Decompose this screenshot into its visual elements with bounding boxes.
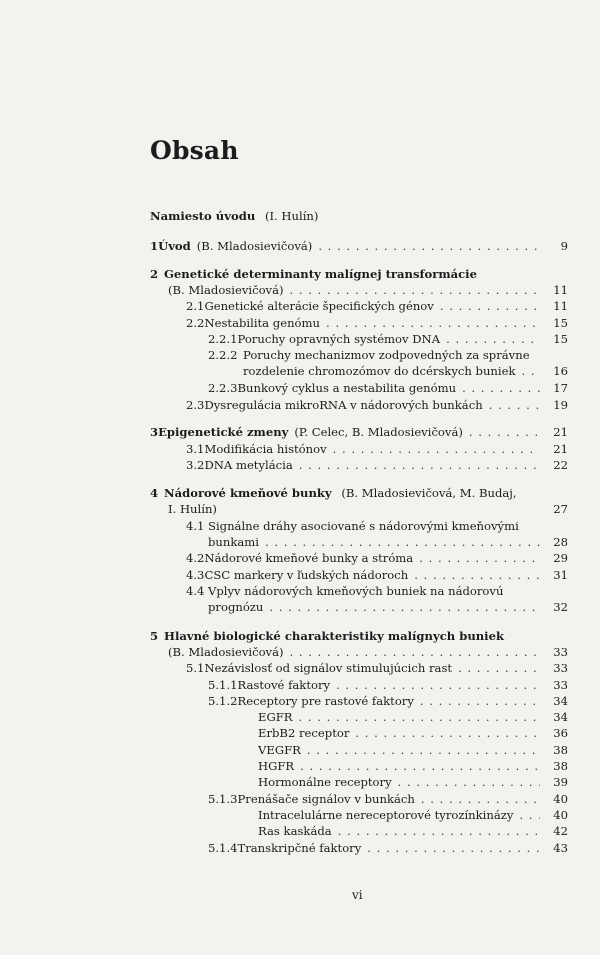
dot-leader bbox=[300, 758, 540, 774]
dot-leader bbox=[420, 693, 540, 709]
section-number: 5.1.4 bbox=[208, 841, 238, 855]
dot-leader bbox=[290, 282, 540, 298]
toc-entry-intracellular bbox=[258, 807, 568, 823]
toc-entry-chapter-5-author bbox=[168, 644, 568, 660]
toc-entry-2-2 bbox=[186, 315, 568, 331]
toc-entry-egfr bbox=[258, 709, 568, 725]
page-number: 31 bbox=[553, 568, 568, 582]
toc-entry-4-1-cont bbox=[208, 534, 568, 550]
section-number: 3.1 bbox=[186, 442, 205, 456]
toc-entry-4-2 bbox=[186, 550, 568, 566]
toc-entry-chapter-2-author bbox=[168, 282, 568, 298]
section-number: 4.4 bbox=[186, 584, 205, 598]
chapter-number: 1 bbox=[150, 239, 159, 253]
chapter-number: 5 bbox=[150, 629, 159, 643]
section-title: DNA metylácia bbox=[204, 458, 293, 472]
dot-leader bbox=[269, 599, 540, 615]
section-number: 4.3 bbox=[186, 568, 205, 582]
subsection-title: EGFR bbox=[258, 710, 293, 724]
dot-leader bbox=[307, 742, 540, 758]
toc-entry-2-1 bbox=[186, 298, 568, 314]
section-number: 2.2.1 bbox=[208, 332, 238, 346]
dot-leader bbox=[489, 397, 540, 413]
page-number: 15 bbox=[553, 316, 568, 330]
section-number: 2.2 bbox=[186, 316, 205, 330]
page-number: 19 bbox=[553, 398, 568, 412]
chapter-title: Genetické determinanty malígnej transformácie bbox=[164, 267, 477, 281]
dot-leader bbox=[421, 791, 540, 807]
page-number: 33 bbox=[553, 645, 568, 659]
dot-leader bbox=[290, 644, 540, 660]
page-number: 9 bbox=[560, 239, 568, 253]
page-number: 34 bbox=[553, 710, 568, 724]
section-number: 2.1 bbox=[186, 299, 205, 313]
page-number: 33 bbox=[553, 678, 568, 692]
subsection-title: Hormonálne receptory bbox=[258, 775, 392, 789]
dot-leader bbox=[326, 315, 540, 331]
toc-entry-5-1-2 bbox=[208, 693, 568, 709]
toc-entry-2-3 bbox=[186, 397, 568, 413]
section-title-line1: Vplyv nádorových kmeňových buniek na nádorovú bbox=[208, 584, 504, 598]
page-number: 33 bbox=[553, 661, 568, 675]
section-title: Dysregulácia mikroRNA v nádorových bunkách bbox=[204, 398, 483, 412]
page-number: 11 bbox=[553, 283, 568, 297]
toc-entry-chapter-4-author bbox=[168, 501, 568, 517]
toc-entry-chapter-3 bbox=[150, 424, 568, 440]
toc-entry-2-2-1 bbox=[208, 331, 568, 347]
section-title: Nezávislosť od signálov stimulujúcich rast bbox=[204, 661, 453, 675]
toc-entry-2-2-2 bbox=[208, 347, 530, 363]
chapter-title: Nádorové kmeňové bunky bbox=[164, 486, 332, 500]
section-title: Bunkový cyklus a nestabilita genómu bbox=[237, 381, 457, 395]
chapter-author-line1: (B. Mladosievičová, M. Budaj, bbox=[341, 486, 517, 500]
toc-entry-4-4-cont bbox=[208, 599, 568, 615]
section-title: Genetické alterácie špecifických génov bbox=[204, 299, 434, 313]
chapter-author: (B. Mladosievičová) bbox=[168, 645, 284, 659]
section-number: 5.1.1 bbox=[208, 678, 238, 692]
toc-entry-3-1 bbox=[186, 441, 568, 457]
toc-entry-4-3 bbox=[186, 567, 568, 583]
toc-entry-5-1-1 bbox=[208, 677, 568, 693]
section-number: 5.1.3 bbox=[208, 792, 238, 806]
subsection-title: HGFR bbox=[258, 759, 295, 773]
dot-leader bbox=[521, 363, 540, 379]
dot-leader bbox=[440, 298, 540, 314]
subsection-title: Intracelulárne nereceptorové tyrozínkinázy bbox=[258, 808, 514, 822]
section-number: 4.1 bbox=[186, 519, 205, 533]
page-number: 34 bbox=[553, 694, 568, 708]
page-number: 40 bbox=[553, 808, 568, 822]
dot-leader bbox=[336, 677, 540, 693]
chapter-author: (B. Mladosievičová) bbox=[168, 283, 284, 297]
dot-leader bbox=[419, 550, 540, 566]
preface-author: (I. Hulín) bbox=[264, 209, 319, 223]
dot-leader bbox=[299, 457, 540, 473]
toc-entry-preface bbox=[150, 208, 318, 224]
dot-leader bbox=[446, 331, 540, 347]
page-number: 32 bbox=[553, 600, 568, 614]
dot-leader bbox=[265, 534, 540, 550]
section-title: Nestabilita genómu bbox=[204, 316, 320, 330]
toc-entry-5-1-4 bbox=[208, 840, 568, 856]
subsection-title: ErbB2 receptor bbox=[258, 726, 350, 740]
section-title: Rastové faktory bbox=[237, 678, 331, 692]
page-number: 39 bbox=[553, 775, 568, 789]
toc-entry-vegfr bbox=[258, 742, 568, 758]
toc-entry-ras bbox=[258, 823, 568, 839]
section-number: 5.1.2 bbox=[208, 694, 238, 708]
section-number: 2.3 bbox=[186, 398, 205, 412]
page-number: 28 bbox=[553, 535, 568, 549]
toc-entry-4-1 bbox=[186, 518, 519, 534]
dot-leader bbox=[414, 567, 540, 583]
page-number: 36 bbox=[553, 726, 568, 740]
toc-entry-chapter-4 bbox=[150, 485, 517, 501]
section-title: Poruchy opravných systémov DNA bbox=[237, 332, 441, 346]
section-title: Transkripčné faktory bbox=[237, 841, 362, 855]
section-title-line1: Poruchy mechanizmov zodpovedných za správne bbox=[243, 348, 530, 362]
toc-entry-chapter-5 bbox=[150, 628, 504, 644]
page-number: 17 bbox=[553, 381, 568, 395]
toc-entry-hgfr bbox=[258, 758, 568, 774]
toc-entry-hormonal bbox=[258, 774, 568, 790]
section-title-line2: bunkami bbox=[208, 535, 259, 549]
subsection-title: Ras kaskáda bbox=[258, 824, 332, 838]
page-number: 38 bbox=[553, 743, 568, 757]
chapter-title: Hlavné biologické charakteristiky malígnych buniek bbox=[164, 629, 505, 643]
toc-entry-4-4 bbox=[186, 583, 503, 599]
dot-leader bbox=[398, 774, 540, 790]
dot-leader bbox=[299, 709, 541, 725]
section-number: 2.2.3 bbox=[208, 381, 238, 395]
page-number: 27 bbox=[553, 502, 568, 516]
chapter-number: 2 bbox=[150, 267, 159, 281]
chapter-author: (B. Mladosievičová) bbox=[196, 239, 313, 253]
section-number: 5.1 bbox=[186, 661, 205, 675]
toc-entry-2-2-2-cont bbox=[243, 363, 568, 379]
chapter-author-line2: I. Hulín) bbox=[168, 502, 217, 516]
chapter-title: Úvod bbox=[158, 239, 191, 253]
section-title: Prenášače signálov v bunkách bbox=[237, 792, 415, 806]
dot-leader bbox=[462, 380, 540, 396]
chapter-author: (P. Celec, B. Mladosievičová) bbox=[294, 425, 463, 439]
page-number: 40 bbox=[553, 792, 568, 806]
preface-title: Namiesto úvodu bbox=[150, 209, 256, 223]
dot-leader bbox=[333, 441, 540, 457]
toc-entry-chapter-1 bbox=[150, 238, 568, 254]
dot-leader bbox=[519, 807, 540, 823]
section-title: Nádorové kmeňové bunky a stróma bbox=[204, 551, 414, 565]
page-number: 22 bbox=[553, 458, 568, 472]
dot-leader bbox=[318, 238, 540, 254]
chapter-title: Epigenetické zmeny bbox=[158, 425, 289, 439]
chapter-number: 4 bbox=[150, 486, 159, 500]
page-title: Obsah bbox=[150, 136, 239, 165]
section-title: Modifikácia histónov bbox=[204, 442, 327, 456]
section-number: 4.2 bbox=[186, 551, 205, 565]
dot-leader bbox=[367, 840, 540, 856]
page-number: 42 bbox=[553, 824, 568, 838]
section-title-line1: Signálne dráhy asociované s nádorovými kmeňovými bbox=[208, 519, 519, 533]
section-title: CSC markery v ľudských nádoroch bbox=[204, 568, 409, 582]
page-number: 38 bbox=[553, 759, 568, 773]
toc-entry-2-2-3 bbox=[208, 380, 568, 396]
toc-entry-5-1-3 bbox=[208, 791, 568, 807]
section-number: 2.2.2 bbox=[208, 348, 238, 362]
chapter-number: 3 bbox=[150, 425, 159, 439]
dot-leader bbox=[469, 424, 540, 440]
page-number: 15 bbox=[553, 332, 568, 346]
page-number: 29 bbox=[553, 551, 568, 565]
page-number: 21 bbox=[553, 442, 568, 456]
toc-entry-erbb2 bbox=[258, 725, 568, 741]
page-number: 16 bbox=[553, 364, 568, 378]
page-number: 21 bbox=[553, 425, 568, 439]
toc-entry-5-1 bbox=[186, 660, 568, 676]
page-number: 43 bbox=[553, 841, 568, 855]
section-title-line2: prognózu bbox=[208, 600, 264, 614]
footer-page-number: vi bbox=[352, 888, 363, 902]
section-number: 3.2 bbox=[186, 458, 205, 472]
toc-entry-chapter-2 bbox=[150, 266, 477, 282]
subsection-title: VEGFR bbox=[258, 743, 301, 757]
dot-leader bbox=[338, 823, 540, 839]
page-number: 11 bbox=[553, 299, 568, 313]
dot-leader bbox=[458, 660, 540, 676]
section-title: Receptory pre rastové faktory bbox=[237, 694, 414, 708]
toc-entry-3-2 bbox=[186, 457, 568, 473]
dot-leader bbox=[355, 725, 540, 741]
section-title-line2: rozdelenie chromozómov do dcérskych buniek bbox=[243, 364, 516, 378]
